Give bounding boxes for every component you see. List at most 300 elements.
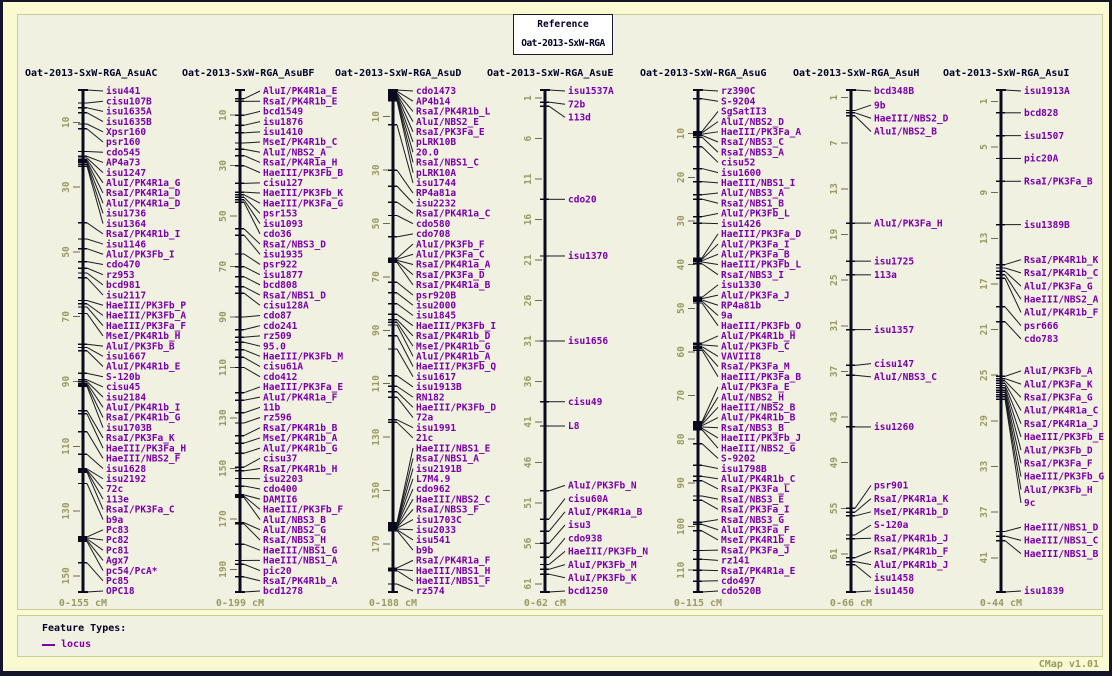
locus-label[interactable]: 72a (416, 412, 434, 424)
locus-label[interactable]: RsaI/PK4R1a_A (416, 259, 491, 271)
locus-label[interactable]: AluI/PK4R1a_F (263, 392, 338, 404)
locus-label[interactable]: RsaI/PK4R1b_E (263, 96, 338, 108)
locus-label[interactable]: isu2184 (106, 392, 147, 404)
locus-label[interactable]: isu1703C (416, 514, 462, 526)
locus-label[interactable]: AluI/PK3Fb_D (1024, 445, 1093, 457)
scale-tick-label: 33 (979, 460, 990, 473)
locus-label[interactable]: isu1876 (263, 116, 304, 128)
locus-label[interactable]: b9b (416, 545, 434, 557)
locus-label[interactable]: AluI/NBS2_H (721, 392, 784, 404)
locus-label[interactable]: HaeIII/PK3Fb_L (721, 259, 802, 271)
locus-label[interactable]: isu541 (416, 535, 451, 547)
locus-label[interactable]: AluI/PK3Fa_B (721, 249, 790, 261)
locus-label[interactable]: isu1426 (721, 218, 762, 230)
locus-label[interactable]: AluI/PK3Fb_B (106, 341, 175, 353)
locus-label[interactable]: rz509 (263, 331, 292, 343)
locus-label[interactable]: cdo520B (721, 586, 762, 598)
locus-label[interactable]: RsaI/PK4R1a_C (416, 208, 491, 220)
locus-label[interactable]: bcd1549 (263, 106, 304, 118)
locus-label[interactable]: 113d (568, 112, 591, 124)
locus-label[interactable]: cisu37 (263, 453, 298, 465)
locus-label[interactable]: AluI/PK4R1b_A (416, 351, 491, 363)
locus-label[interactable]: HaeIII/PK3Fa_E (263, 382, 344, 394)
locus-label[interactable]: cdo470 (106, 259, 141, 271)
locus-label[interactable]: HaeIII/PK3Fb_N (568, 546, 649, 558)
locus-label[interactable]: RsaI/NBS1_D (263, 290, 326, 302)
locus-label[interactable]: AluI/PK4R1b_I (106, 402, 181, 414)
scale-tick-label: 13 (979, 232, 990, 245)
locus-label[interactable]: isu1839 (1024, 586, 1065, 598)
locus-label[interactable]: cdo497 (721, 575, 756, 587)
scale-tick-label: 11 (523, 173, 534, 185)
locus-label[interactable]: HaeIII/NBS2_A (1024, 294, 1099, 306)
locus-label[interactable]: MseI/PK4R1b_D (874, 507, 949, 518)
locus-label[interactable]: RsaI/NBS1_B (721, 198, 784, 210)
locus-label[interactable]: RP4a81b (721, 300, 762, 312)
locus-label[interactable]: MseI/PK4R1b_C (263, 137, 338, 149)
locus-label[interactable]: cdo545 (106, 147, 141, 159)
locus-label[interactable]: AluI/NBS3_A (721, 188, 784, 200)
locus-label[interactable]: RsaI/NBS3_F (416, 504, 479, 516)
locus-label[interactable]: HaeIII/PK3Fb_I (416, 320, 497, 332)
locus-label[interactable]: HaeIII/NBS2_G (721, 443, 796, 455)
locus-label[interactable]: isu1093 (263, 218, 304, 230)
locus-label[interactable]: HaeIII/NBS1_I (721, 178, 796, 190)
locus-label[interactable]: cisu45 (106, 382, 141, 394)
locus-label[interactable]: isu1330 (721, 280, 762, 292)
locus-label[interactable]: cdo1473 (416, 86, 457, 98)
locus-label[interactable]: isu2203 (263, 473, 304, 485)
locus-label[interactable]: AluI/PK3Fb_A (1024, 366, 1093, 378)
locus-label[interactable]: cdo580 (416, 218, 451, 230)
locus-label[interactable]: RsaI/PK4R1b_G (106, 412, 181, 424)
locus-label[interactable]: RsaI/PK4R1a_B (416, 280, 491, 292)
locus-label[interactable]: RsaI/PK3Fa_F (1024, 458, 1093, 470)
locus-label[interactable]: RsaI/PK4R1b_L (416, 106, 491, 118)
locus-connector (87, 591, 103, 592)
locus-connector (87, 347, 103, 356)
scale-tick-label: 17 (979, 278, 990, 290)
locus-label[interactable]: cdo938 (568, 533, 603, 545)
locus-label[interactable]: bcd1250 (568, 586, 609, 598)
locus-label[interactable]: HaeIII/NBS1_A (263, 555, 338, 567)
locus-label[interactable]: RsaI/NBS3_A (721, 147, 784, 159)
locus-label[interactable]: isu1913A (1024, 86, 1070, 98)
locus-label[interactable]: isu1357 (874, 324, 915, 336)
locus-label[interactable]: 72b (568, 99, 586, 111)
locus-label[interactable]: RsaI/NBS3_D (263, 239, 326, 251)
locus-label[interactable]: psr901 (874, 480, 909, 492)
locus-label[interactable]: HaeIII/PK3Fb_A (106, 310, 187, 322)
locus-label[interactable]: isu1247 (106, 167, 147, 179)
locus-label[interactable]: RP4a81a (416, 188, 457, 200)
locus-label[interactable]: pic20A (1024, 153, 1059, 165)
locus-label[interactable]: cisu61A (263, 361, 304, 373)
locus-label[interactable]: AluI/PK4R1b_C (721, 473, 796, 485)
locus-label[interactable]: HaeIII/NBS1_D (1024, 522, 1099, 534)
locus-label[interactable]: S-9202 (721, 453, 756, 465)
locus-label[interactable]: AluI/PK4R1a_D (106, 198, 181, 210)
locus-label[interactable]: RsaI/NBS3_H (263, 535, 326, 547)
locus-label[interactable]: L8 (568, 421, 580, 433)
locus-label[interactable]: RsaI/PK3Fa_B (1024, 176, 1093, 188)
locus-label[interactable]: RN182 (416, 392, 445, 404)
locus-label[interactable]: cisu107B (106, 96, 152, 108)
locus-label[interactable]: cisu60A (568, 493, 609, 505)
locus-label[interactable]: AluI/PK4R1b_B (721, 412, 796, 424)
locus-label[interactable]: HaeIII/PK3Fa_F (106, 320, 187, 332)
locus-connector (702, 262, 718, 264)
locus-label[interactable]: HaeIII/PK3Fb_D (416, 402, 497, 414)
locus-label[interactable]: RsaI/PK4R1b_D (416, 331, 491, 343)
locus-label[interactable]: cdo400 (263, 484, 298, 496)
locus-label[interactable]: pLRK10A (416, 167, 457, 179)
locus-label[interactable]: HaeIII/PK3Fa_H (106, 443, 187, 455)
locus-label[interactable]: isu1656 (568, 336, 609, 348)
scale-tick-label: 9 (979, 189, 990, 196)
locus-label[interactable]: 9b (874, 100, 886, 112)
locus-label[interactable]: HaeIII/PK3Fb_J (721, 433, 802, 445)
locus-label[interactable]: isu2232 (416, 198, 457, 210)
locus-connector (244, 342, 260, 346)
locus-label[interactable]: HaeIII/PK3Fb_M (263, 351, 344, 363)
locus-label[interactable]: isu2191B (416, 463, 462, 475)
locus-label[interactable]: HaeIII/PK3Fa_D (721, 229, 802, 241)
locus-label[interactable]: bcd828 (1024, 108, 1059, 120)
locus-label[interactable]: MseI/PK4R1b_H (106, 331, 181, 343)
locus-label[interactable]: RsaI/PK3Fa_L (721, 484, 790, 496)
locus-label[interactable]: AluI/PK3Fa_J (721, 290, 790, 302)
locus-label[interactable]: RsaI/PK4R1a_F (416, 555, 491, 567)
locus-label[interactable]: rz390C (721, 86, 756, 98)
scale-tick-label: 13 (829, 183, 840, 195)
locus-label[interactable]: cisu127 (263, 178, 304, 190)
locus-label[interactable]: RsaI/NBS3_E (721, 494, 784, 506)
locus-label[interactable]: isu1991 (416, 422, 457, 434)
locus-label[interactable]: isu1146 (106, 239, 147, 251)
locus-label[interactable]: cdo708 (416, 229, 451, 241)
locus-label[interactable]: S-120a (874, 520, 909, 532)
locus-label[interactable]: AluI/PK3Fb_I (106, 249, 175, 261)
scale-tick-label: 1 (523, 95, 534, 101)
locus-label[interactable]: AluI/PK3Fb_K (568, 573, 637, 584)
locus-label[interactable]: 9c (1024, 498, 1036, 510)
locus-connector (244, 267, 260, 275)
locus-label[interactable]: AluI/PK3Fb_M (568, 559, 637, 571)
locus-label[interactable]: 21c (416, 433, 434, 445)
locus-label[interactable]: isu1628 (106, 463, 147, 475)
locus-label[interactable]: isu1877 (263, 269, 304, 281)
locus-label[interactable]: Agx7 (106, 555, 129, 567)
locus-label[interactable]: AluI/PK3Fa_I (721, 239, 790, 251)
locus-label[interactable]: AluI/PK3Fb_H (1024, 484, 1093, 496)
locus-label[interactable]: isu1389B (1024, 219, 1070, 231)
locus-label[interactable]: rz953 (106, 269, 135, 281)
legend-item-locus[interactable] (42, 639, 91, 651)
locus-label[interactable]: RsaI/NBS3_B (721, 422, 784, 434)
locus-label[interactable]: rz596 (263, 412, 292, 424)
locus-label[interactable]: isu2192 (106, 473, 147, 485)
locus-label[interactable]: HaeIII/NBS1_F (416, 575, 491, 587)
locus-label[interactable]: HaeIII/PK3Fa_A (721, 127, 802, 139)
reference-title: Reference (537, 19, 589, 30)
locus-label[interactable]: RsaI/NBS1_C (416, 157, 479, 169)
locus-label[interactable]: bcd981 (106, 280, 141, 292)
locus-label[interactable]: AluI/PK4R1b_J (874, 559, 949, 571)
locus-label[interactable]: RsaI/PK4R1b_A (263, 575, 338, 587)
locus-label[interactable]: AluI/PK3Fb_F (416, 239, 485, 251)
locus-label[interactable]: AluI/NBS3_B (263, 514, 326, 526)
locus-label[interactable]: AluI/PK4R1a_E (263, 86, 338, 98)
locus-label[interactable]: Pc83 (106, 524, 129, 536)
locus-label[interactable]: VAVIII8 (721, 351, 762, 363)
locus-label[interactable]: DAMII6 (263, 494, 298, 506)
map-title[interactable]: Oat-2013-SxW-RGA_AsuI (943, 68, 1070, 79)
locus-label[interactable]: RsaI/PK4R1a_K (874, 493, 949, 505)
locus-label[interactable]: AP4a73 (106, 157, 141, 169)
locus-label[interactable]: AluI/NBS3_C (874, 372, 937, 384)
scale-tick-label: 55 (829, 502, 840, 515)
locus-label[interactable]: RsaI/PK4R1b_K (1024, 254, 1099, 266)
locus-label[interactable]: HaeIII/NBS1_C (1024, 535, 1099, 547)
locus-label[interactable]: S-9204 (721, 96, 756, 108)
locus-label[interactable]: AluI/NBS2_B (874, 126, 937, 138)
locus-label[interactable]: isu1845 (416, 310, 457, 322)
locus-label[interactable]: isu2000 (416, 300, 457, 312)
locus-label[interactable]: cdo962 (416, 484, 451, 496)
locus-label[interactable]: isu1537A (568, 86, 614, 98)
locus-label[interactable]: RsaI/PK4R1b_H (263, 463, 338, 475)
locus-label[interactable]: isu1458 (874, 573, 915, 584)
locus-label[interactable]: AluI/PK4R1b_H (721, 331, 796, 343)
locus-connector (855, 90, 871, 91)
locus-label[interactable]: isu2117 (106, 290, 147, 302)
locus-label[interactable]: isu3 (568, 520, 591, 532)
locus-label[interactable]: 95.0 (263, 341, 286, 353)
locus-label[interactable]: AluI/PK3Fa_K (1024, 379, 1093, 391)
locus-label[interactable]: psr920B (416, 290, 457, 302)
locus-label[interactable]: AluI/PK4R1b_G (263, 443, 338, 455)
scale-tick-label: 20 (676, 171, 687, 184)
locus-label[interactable]: HaeIII/PK3Fb_Q (416, 361, 497, 373)
locus-label[interactable]: RsaI/PK4R1b_B (263, 422, 338, 434)
locus-label[interactable]: 113a (874, 270, 897, 282)
locus-label[interactable]: bcd348B (874, 86, 915, 98)
locus-label[interactable]: isu441 (106, 86, 141, 98)
locus-label[interactable]: RsaI/PK3Fa_G (1024, 392, 1093, 404)
locus-label[interactable]: HaeIII/NBS1_G (263, 545, 338, 557)
locus-label[interactable]: RsaI/PK4R1a_J (1024, 418, 1099, 430)
locus-label[interactable]: RsaI/PK4R1a_H (263, 157, 338, 169)
locus-label[interactable]: RsaI/NBS3_G (721, 514, 784, 526)
locus-label[interactable]: RsaI/PK3Fa_M (721, 361, 790, 373)
locus-label[interactable]: 9a (721, 310, 733, 322)
locus-label[interactable]: RsaI/PK3Fa_C (106, 504, 175, 516)
locus-label[interactable]: cdo783 (1024, 334, 1059, 346)
map-title[interactable]: Oat-2013-SxW-RGA_AsuBF (182, 68, 315, 79)
locus-label[interactable]: cisu147 (874, 358, 915, 370)
locus-label[interactable]: HaeIII/PK3Fa_B (721, 371, 802, 383)
locus-label[interactable]: HaeIII/NBS2_C (416, 494, 491, 506)
locus-label[interactable]: psr922 (263, 259, 298, 271)
locus-label[interactable]: HaeIII/PK3Fb_E (1024, 432, 1105, 444)
locus-label[interactable]: isu1600 (721, 167, 762, 179)
locus-label[interactable]: RsaI/PK4R1b_J (874, 533, 949, 545)
locus-label[interactable]: RsaI/PK4R1b_C (1024, 268, 1099, 280)
locus-label[interactable]: AluI/PK4R1a_C (1024, 405, 1099, 417)
locus-label[interactable]: cisu52 (721, 157, 756, 169)
locus-label[interactable]: pic20 (263, 565, 292, 577)
locus-label[interactable]: RsaI/PK3Fa_K (106, 433, 175, 445)
locus-label[interactable]: AluI/PK3Fa_E (721, 382, 790, 394)
locus-label[interactable]: psr666 (1024, 320, 1059, 332)
locus-label[interactable]: RsaI/NBS3_C (721, 137, 784, 149)
locus-label[interactable]: cdo87 (263, 310, 292, 322)
locus-connector (397, 262, 413, 284)
map-title[interactable]: Oat-2013-SxW-RGA_AsuE (487, 68, 614, 79)
map-title[interactable]: Oat-2013-SxW-RGA_AsuD (335, 68, 462, 79)
locus-label[interactable]: Pc81 (106, 545, 129, 557)
locus-label[interactable]: AluI/PK3Fb_N (568, 480, 637, 492)
locus-label[interactable]: RsaI/NBS3_I (721, 269, 784, 281)
locus-label[interactable]: S-120b (106, 371, 141, 383)
locus-label[interactable]: isu1736 (106, 208, 147, 220)
locus-label[interactable]: bcd808 (263, 280, 298, 292)
locus-label[interactable]: AluI/PK3Fa_F (721, 524, 790, 536)
locus-label[interactable]: Pc85 (106, 575, 129, 587)
locus-label[interactable]: MseI/PK4R1b_G (416, 341, 491, 353)
locus-label[interactable]: isu1450 (874, 586, 915, 598)
locus-label[interactable]: HaeIII/PK3Fb_F (263, 504, 344, 516)
locus-label[interactable]: AluI/NBS2_E (416, 116, 479, 128)
locus-label[interactable]: isu1913B (416, 382, 462, 394)
locus-label[interactable]: RsaI/PK3Fa_D (416, 269, 485, 281)
locus-label[interactable]: HaeIII/NBS1_H (416, 565, 491, 577)
locus-label[interactable]: isu2033 (416, 524, 457, 536)
locus-label[interactable]: Pc82 (106, 535, 129, 547)
locus-connector (702, 427, 718, 428)
locus-label[interactable]: AluI/PK3Fb_C (721, 341, 790, 353)
locus-label[interactable]: isu1725 (874, 256, 915, 268)
locus-label[interactable]: AluI/PK3Fa_C (416, 249, 485, 261)
locus-label[interactable]: cdo36 (263, 229, 292, 241)
locus-label[interactable]: cdo412 (263, 371, 298, 383)
locus-connector (702, 90, 718, 91)
locus-label[interactable]: AluI/PK4R1a_G (106, 178, 181, 190)
locus-label[interactable]: Xpsr160 (106, 127, 147, 139)
locus-label[interactable]: isu1617 (416, 371, 457, 383)
locus-label[interactable]: isu1635A (106, 106, 152, 118)
locus-label[interactable]: AluI/NBS2_D (721, 116, 784, 128)
locus-label[interactable]: bcd1278 (263, 586, 304, 598)
map-title[interactable]: Oat-2013-SxW-RGA_AsuG (640, 68, 767, 79)
locus-label[interactable]: RsaI/PK3Fa_E (416, 127, 485, 139)
locus-label[interactable]: AluI/PK4R1b_E (106, 361, 181, 373)
locus-label[interactable]: isu1667 (106, 351, 147, 363)
locus-label[interactable]: isu1635B (106, 116, 152, 128)
locus-label[interactable]: b9a (106, 514, 124, 526)
locus-connector (244, 564, 260, 570)
locus-label[interactable]: pc54/PcA* (106, 565, 158, 577)
locus-label[interactable]: 11b (263, 402, 281, 414)
locus-label[interactable]: isu1744 (416, 178, 457, 190)
locus-label[interactable]: isu1703B (106, 422, 152, 434)
map-range-label: 0-115 cM (673, 598, 723, 609)
reference-box (513, 14, 613, 55)
locus-label[interactable]: RsaI/PK4R1a_E (721, 565, 796, 577)
map-title[interactable]: Oat-2013-SxW-RGA_AsuH (793, 68, 920, 79)
locus-label[interactable]: HaeIII/NBS1_E (416, 443, 491, 455)
locus-label[interactable]: RsaI/PK4R1b_I (106, 229, 181, 241)
locus-label[interactable]: 72c (106, 484, 124, 496)
locus-label[interactable]: HaeIII/PK3Fb_G (1024, 471, 1105, 483)
locus-label[interactable]: psr153 (263, 208, 298, 220)
locus-label[interactable]: HaeIII/NBS2_F (106, 453, 181, 465)
locus-label[interactable]: HaeIII/NBS2_B (721, 402, 796, 414)
locus-label[interactable]: isu1798B (721, 463, 767, 475)
locus-label[interactable]: 20.0 (416, 147, 439, 159)
locus-label[interactable]: HaeIII/PK3Fb_O (721, 320, 802, 332)
locus-label[interactable]: HaeIII/PK3Fb_P (106, 300, 187, 312)
locus-label[interactable]: isu1260 (874, 422, 915, 434)
scale-tick-label: 50 (676, 302, 687, 314)
locus-label[interactable]: isu1364 (106, 218, 147, 230)
locus-connector (87, 268, 103, 275)
locus-label[interactable]: HaeIII/NBS1_B (1024, 548, 1099, 560)
locus-label[interactable]: pLRK10B (416, 137, 457, 149)
locus-label[interactable]: HaeIII/NBS2_D (874, 113, 949, 125)
scale-tick-label: 31 (829, 320, 840, 332)
locus-label[interactable]: MseI/PK4R1b_A (263, 433, 338, 445)
locus-label[interactable]: cdo241 (263, 320, 298, 332)
locus-connector (87, 101, 103, 103)
locus-label[interactable]: AluI/PK3Fb_L (721, 208, 790, 220)
locus-label[interactable]: HaeIII/PK3Fa_G (263, 198, 344, 210)
locus-label[interactable]: rz141 (721, 555, 750, 567)
locus-label[interactable]: rz574 (416, 586, 445, 598)
locus-label[interactable]: AluI/NBS2_G (263, 524, 326, 536)
locus-label[interactable]: SgSatII3 (721, 106, 767, 118)
locus-label[interactable]: isu1507 (1024, 130, 1065, 142)
locus-label[interactable]: AluI/PK3Fa_G (1024, 281, 1093, 293)
locus-label[interactable]: HaeIII/PK3Fb_B (263, 167, 344, 179)
locus-label[interactable]: cisu49 (568, 396, 603, 408)
locus-label[interactable]: RsaI/PK3Fa_I (721, 504, 790, 516)
locus-label[interactable]: AluI/PK4R1a_B (568, 507, 643, 518)
locus-label[interactable]: AP4b14 (416, 96, 451, 108)
locus-label[interactable]: AluI/NBS2_A (263, 147, 326, 159)
locus-label[interactable]: isu1370 (568, 251, 609, 263)
locus-label[interactable]: psr160 (106, 137, 141, 149)
locus-label[interactable]: cdo20 (568, 194, 597, 206)
locus-label[interactable]: AluI/PK3Fa_H (874, 218, 943, 230)
locus-label[interactable]: RsaI/PK3Fa_J (721, 545, 790, 557)
locus-label[interactable]: AluI/PK4R1b_F (1024, 307, 1099, 319)
locus-label[interactable]: RsaI/NBS1_A (416, 453, 479, 465)
locus-label[interactable]: isu1935 (263, 249, 304, 261)
locus-label[interactable]: L7M4.9 (416, 473, 451, 485)
locus-label[interactable]: MseI/PK4R1b_E (721, 535, 796, 547)
locus-label[interactable]: RsaI/PK4R1b_F (874, 546, 949, 558)
locus-label[interactable]: isu1410 (263, 127, 304, 139)
locus-label[interactable]: RsaI/PK4R1a_D (106, 188, 181, 200)
locus-label[interactable]: 113e (106, 494, 129, 506)
map-range-label: 0-62 cM (523, 598, 567, 609)
locus-label[interactable]: cisu128A (263, 300, 309, 312)
locus-label[interactable]: OPC18 (106, 586, 135, 598)
locus-label[interactable]: HaeIII/PK3Fb_K (263, 188, 344, 200)
map-title[interactable]: Oat-2013-SxW-RGA_AsuAC (25, 68, 158, 79)
